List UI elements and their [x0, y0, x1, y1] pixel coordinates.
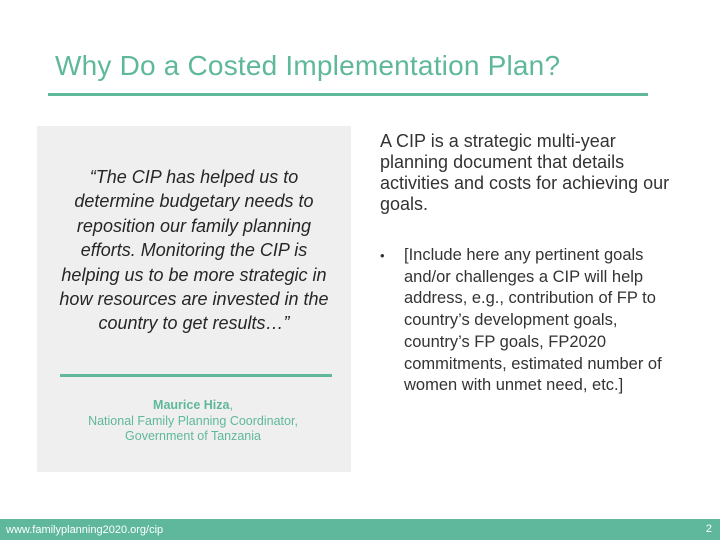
- page-number: 2: [705, 523, 712, 535]
- footer-bar: [0, 519, 720, 540]
- attribution-name: Maurice Hiza: [153, 398, 230, 412]
- footer-url-link[interactable]: www.familyplanning2020.org/cip: [6, 524, 164, 536]
- slide-title: Why Do a Costed Implementation Plan?: [55, 50, 561, 81]
- quote-attribution: [57, 398, 329, 445]
- attribution-separator: ,: [229, 398, 233, 412]
- title-divider: [48, 93, 648, 96]
- bullet-item: [380, 245, 670, 397]
- bullet-text: [Include here any pertinent goals and/or challenges a CIP will help address, e.g., contribution of FP to country’s development goals, country’s FP goals, FP2020 commitments, estimated number of women with unmet need, etc.]: [404, 246, 662, 395]
- attribution-role: National Family Planning Coordinator, Government of Tanzania: [88, 413, 298, 443]
- intro-paragraph: A CIP is a strategic multi-year planning document that details activities and costs for achieving our goals.: [380, 131, 670, 214]
- bullet-marker: •: [380, 248, 385, 263]
- quote-divider: [60, 374, 332, 377]
- quote-text: “The CIP has helped us to determine budgetary needs to reposition our family planning efforts. Monitoring the CIP is helping us to be more strategic in how resources are invested in the country to get results…”: [59, 167, 329, 334]
